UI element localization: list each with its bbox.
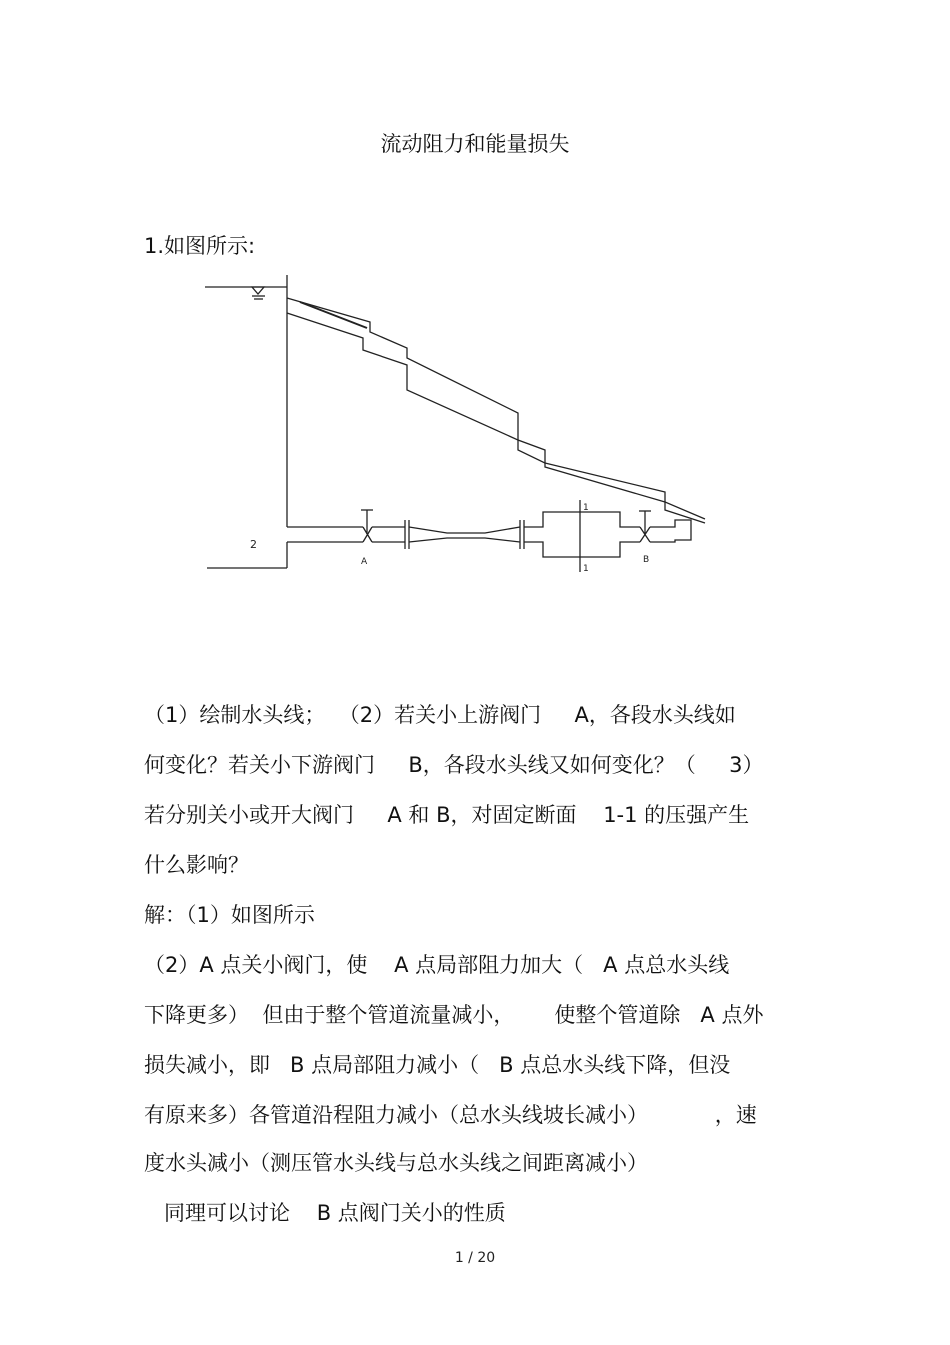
pipe-head-line-diagram xyxy=(195,270,715,580)
page-number: 1 / 20 xyxy=(454,1250,496,1266)
body-line: 损失减小，即 B 点局部阻力减小（ B 点总水头线下降，但没 xyxy=(144,1053,731,1077)
total-head-line xyxy=(287,298,705,519)
label-section-top: 1 xyxy=(583,503,589,513)
body-line: 同理可以讨论 B 点阀门关小的性质 xyxy=(144,1201,506,1225)
body-line: 下降更多） 但由于整个管道流量减小， 使整个管道除 A 点外 xyxy=(144,1003,764,1027)
label-2: 2 xyxy=(250,538,257,551)
body-line: 解：（1）如图所示 xyxy=(144,903,315,927)
body-line: 有原来多）各管道沿程阻力减小（总水头线坡长减小） ，速 xyxy=(144,1103,757,1127)
body-line: 何变化？若关小下游阀门 B，各段水头线又如何变化？（ 3） xyxy=(144,753,764,777)
label-valve-b: B xyxy=(643,555,650,565)
piezometric-head-line xyxy=(287,313,705,523)
page-title: 流动阻力和能量损失 xyxy=(380,132,570,156)
body-line: （2）A 点关小阀门，使 A 点局部阻力加大（ A 点总水头线 xyxy=(144,953,730,977)
body-line: 什么影响？ xyxy=(144,853,249,877)
water-level-symbol xyxy=(252,287,264,294)
question-label: 1.如图所示: xyxy=(144,234,256,258)
body-line: 若分别关小或开大阀门 A 和 B，对固定断面 1-1 的压强产生 xyxy=(144,803,750,827)
body-line: 度水头减小（测压管水头线与总水头线之间距离减小） xyxy=(144,1151,648,1175)
body-line: （1）绘制水头线； （2）若关小上游阀门 A，各段水头线如 xyxy=(144,703,736,727)
label-valve-a: A xyxy=(361,557,368,567)
label-section-bottom: 1 xyxy=(583,564,589,574)
